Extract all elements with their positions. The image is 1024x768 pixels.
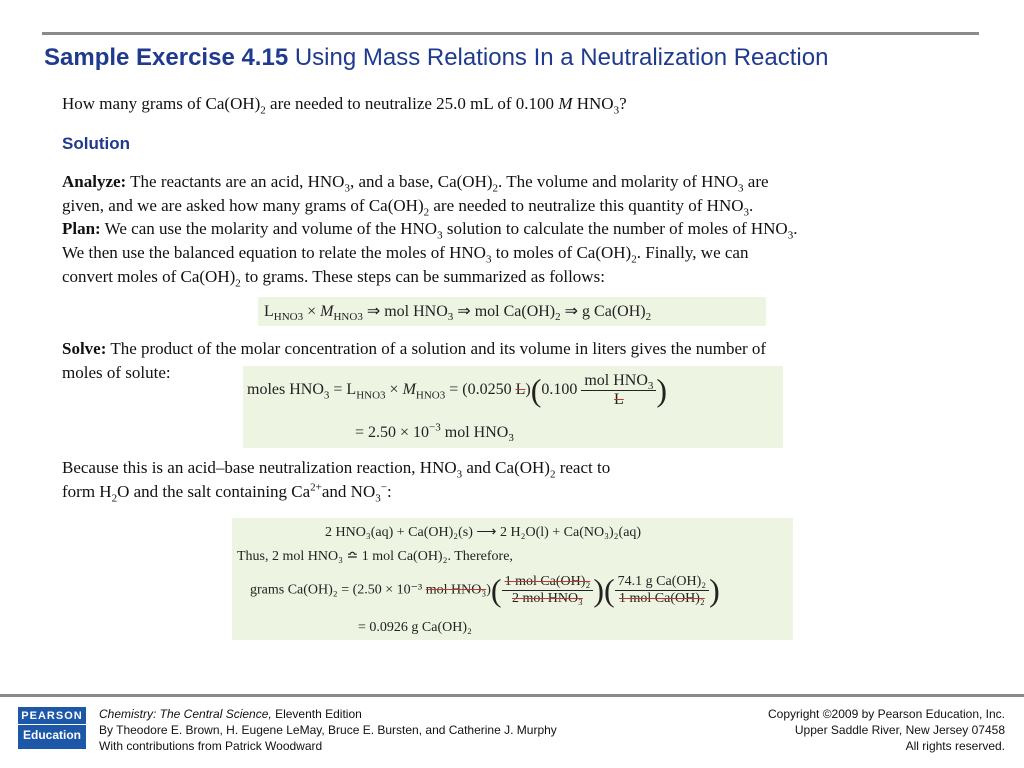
grams-result: = 0.0926 g Ca(OH)₂ xyxy=(358,620,472,635)
molarity-fraction: $\frac{mol HNO_3}{L}$ xyxy=(581,372,656,409)
plan-line-3: convert moles of $Ca(OH)_2$ to grams. These steps can be summarized as follows: xyxy=(62,267,605,290)
grams-calculation-equation xyxy=(232,518,793,640)
pearson-logo: PEARSON Education xyxy=(18,707,86,749)
solution-heading: Solution xyxy=(62,134,130,153)
analyze-line-2: given, and we are asked how many grams of $Ca(OH)_2$ are needed to neutralize this quantity of $HNO_3$. xyxy=(62,196,754,219)
top-divider xyxy=(42,32,979,35)
mole-ratio-statement: Thus, 2 mol HNO₃ ≏ 1 mol Ca(OH)₂. Therefore, xyxy=(237,549,513,564)
solve-line-1: Solve: The product of the molar concentration of a solution and its volume in liters gives the number of xyxy=(62,339,767,358)
moles-equation-row-1: moles $HNO_3 = L_{HNO3} \times M_{HNO3} = (0.0250$ L)(0.100 $\frac{mol HNO_3}{L}$ ) xyxy=(247,372,668,408)
plan-line-1: Plan: We can use the molarity and volume of the $HNO_3$ solution to calculate the number of moles of $HNO_3$. xyxy=(62,219,798,242)
footer-citation: Chemistry: The Central Science, Eleventh Edition By Theodore E. Brown, H. Eugene LeMay, Bruce E. Bursten, and Catherine J. Murphy With contributions from Patrick Woodward xyxy=(99,707,557,753)
reaction-para-line-2: form $H_2O$ and the salt containing $Ca^{2+}and$ $NO_3^-$: xyxy=(62,481,392,505)
molar-mass-fraction: $\frac{\text{74.1 g Ca(OH)₂}}{\text{1 mol Ca(OH)₂}}$ xyxy=(615,574,709,607)
reaction-para-line-1: Because this is an acid–base neutralization reaction, $HNO_3$ and $Ca(OH)_2$ react to xyxy=(62,458,611,481)
bottom-divider xyxy=(0,694,1024,697)
question: How many grams of $Ca(OH)_2$ are needed to neutralize 25.0 mL of 0.100 M $HNO_3$? xyxy=(62,94,627,117)
mole-ratio-fraction: $\frac{\text{1 mol Ca(OH)₂}}{\text{2 mol HNO₃}}$ xyxy=(502,574,594,607)
balanced-equation: 2 HNO₃(aq) + Ca(OH)₂(s) ⟶ 2 H₂O(l) + Ca(NO₃)₂(aq) xyxy=(325,525,642,540)
slide-title: Sample Exercise 4.15 Using Mass Relations In a Neutralization Reaction xyxy=(44,44,829,71)
moles-calculation-equation xyxy=(243,366,783,448)
analyze-line-1: Analyze: The reactants are an acid, $HNO_3$, and a base, $Ca(OH)_2$. The volume and molarity of $HNO_3$ are xyxy=(62,172,769,195)
moles-equation-row-2: = $2.50 \times 10^{-3}$ mol $HNO_3$ xyxy=(355,421,514,445)
footer-copyright: Copyright ©2009 by Pearson Education, Inc. Upper Saddle River, New Jersey 07458 All rights reserved. xyxy=(768,707,1005,753)
grams-equation-row: grams Ca(OH)₂ = (2.50 × 10⁻³ mol HNO₃)( $\frac{\text{1 mol Ca(OH)₂}}{\text{2 mol HNO₃}}$ )( $\frac{\text{74.1 g Ca(OH)₂}}{\text{1 mol Ca(OH)₂}}$ ) xyxy=(250,572,720,608)
solve-line-2: moles of solute: xyxy=(62,363,171,382)
conversion-pathway-equation: $L_{HNO3} \times M_{HNO3}$ ⇒ mol $HNO_3$ ⇒ mol $Ca(OH)_2$ ⇒ g $Ca(OH)_2$ xyxy=(258,297,766,326)
plan-line-2: We then use the balanced equation to relate the moles of $HNO_3$ to moles of $Ca(OH)_2$. Finally, we can xyxy=(62,243,749,266)
